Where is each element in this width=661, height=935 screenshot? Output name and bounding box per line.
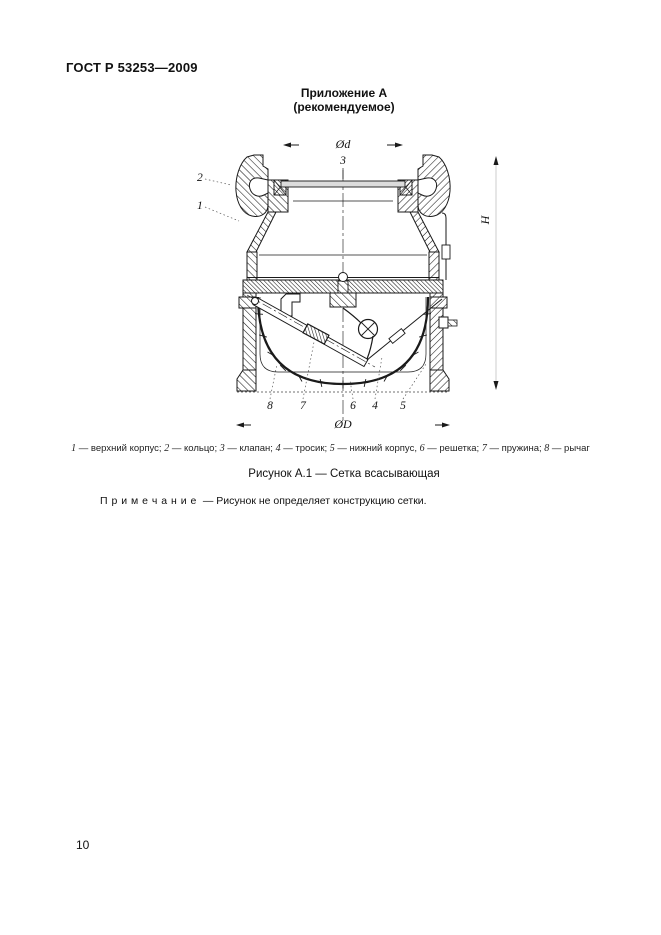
appendix-subtitle: (рекомендуемое) [293,100,395,114]
legend-item: 3 — клапан; [219,443,276,454]
arrow-down-icon [494,381,499,390]
callout-3: 3 [340,155,346,167]
arrow-up-icon [494,156,499,165]
legend-item: 6 — решетка; [419,443,482,454]
svg-text:Ød: Ød [335,137,351,151]
legend-item: 5 — нижний корпус, [329,443,420,454]
legend-item: 2 — кольцо; [164,443,220,454]
strainer-drawing [183,128,513,438]
valve-disc [281,181,405,187]
spring [303,324,329,344]
page-number: 10 [76,838,90,852]
arrow-right-icon [395,143,403,148]
dimension-inlet-diameter [283,137,403,151]
note [100,495,580,507]
figure-legend [40,443,621,455]
callout-1: 1 [197,200,203,212]
dimension-height [478,156,499,390]
pulley [359,320,378,339]
legend-item: 1 — верхний корпус; [71,443,165,454]
callout-6: 6 [350,400,356,412]
arrow-left-icon [236,423,244,428]
legend-item: 8 — рычаг [544,443,590,454]
callout-8: 8 [267,400,273,412]
dimension-outer-diameter [236,417,450,431]
body-right-half [398,155,450,391]
callout-4: 4 [372,400,378,412]
appendix-title: Приложение А [300,86,388,100]
document-header: ГОСТ Р 53253—2009 [66,60,198,75]
lever-pivot [252,298,259,305]
svg-text:ØD: ØD [334,417,352,431]
legend-item: 7 — пружина; [481,443,545,454]
note-text: — Рисунок не определяет конструкцию сетки. [202,495,427,507]
callout-5: 5 [400,400,406,412]
figure-caption: Рисунок А.1 — Сетка всасывающая [248,468,440,480]
svg-text:H: H [478,215,492,225]
legend-item: 4 — тросик; [275,443,330,454]
callout-7: 7 [300,400,306,412]
arrow-right-icon [442,423,450,428]
callout-2: 2 [197,172,203,184]
appendix-heading [184,86,504,114]
arrow-left-icon [283,143,291,148]
clamp-bolt [439,317,457,328]
body-left-half [236,155,288,391]
note-label: П р и м е ч а н и е [100,495,197,507]
